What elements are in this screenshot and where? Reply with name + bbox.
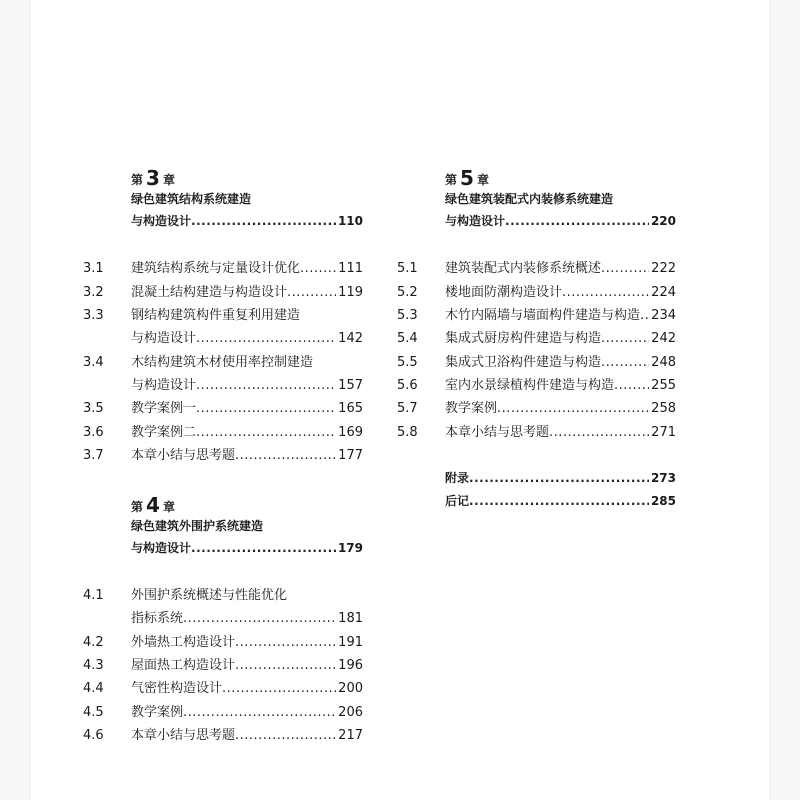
section-number: 5.5 [397, 355, 418, 370]
section-number: 3.7 [83, 448, 104, 463]
leader-dots [183, 607, 336, 630]
entry-title: 室内水景绿植构件建造与构造 [445, 378, 615, 393]
leader-dots [300, 257, 336, 280]
entry-title: 外墙热工构造设计 [131, 635, 236, 650]
chapter-5-heading [445, 166, 613, 211]
section-number: 5.4 [397, 331, 418, 346]
entry-title: 教学案例二 [131, 425, 197, 440]
entry-title: 教学案例 [131, 705, 184, 720]
chapter-title-line2: 与构造设计 [445, 214, 506, 228]
chapter-prefix: 第 [131, 500, 144, 514]
page-number: 220 [650, 214, 676, 228]
leader-dots [196, 374, 336, 397]
leader-dots [601, 327, 649, 350]
section-number: 3.3 [83, 308, 104, 323]
leader-dots [191, 537, 336, 560]
page-number: 157 [338, 378, 363, 393]
section-number: 3.4 [83, 355, 104, 370]
leader-dots [497, 397, 649, 420]
chapter-number: 3 [146, 166, 160, 190]
chapter-4-heading [131, 493, 263, 538]
page-number: 242 [651, 331, 676, 346]
page-number: 258 [651, 401, 676, 416]
page-number: 111 [338, 261, 363, 276]
entry-title: 教学案例一 [131, 401, 197, 416]
leader-dots [505, 210, 649, 233]
entry-title: 木结构建筑木材使用率控制建造 [131, 355, 314, 370]
leader-dots [549, 421, 649, 444]
toc-afterword[interactable] [445, 490, 676, 513]
page-number: 177 [338, 448, 363, 463]
section-number: 5.8 [397, 425, 418, 440]
chapter-number: 5 [460, 166, 474, 190]
entry-title: 本章小结与思考题 [445, 425, 550, 440]
page-number: 255 [651, 378, 676, 393]
page-number: 224 [651, 285, 676, 300]
section-number: 4.6 [83, 728, 104, 743]
leader-dots [235, 724, 336, 747]
section-number: 4.4 [83, 681, 104, 696]
page-number: 271 [651, 425, 676, 440]
chapter-title-line2: 与构造设计 [131, 541, 192, 555]
section-number: 3.6 [83, 425, 104, 440]
page-number: 169 [338, 425, 363, 440]
leader-dots [191, 210, 336, 233]
entry-title: 楼地面防潮构造设计 [445, 285, 563, 300]
page-number: 181 [338, 611, 363, 626]
page-number: 200 [338, 681, 363, 696]
chapter-4-title-row[interactable] [131, 537, 363, 560]
page-number: 119 [338, 285, 363, 300]
page-number: 234 [651, 308, 676, 323]
chapter-prefix: 第 [131, 173, 144, 187]
chapter-suffix: 章 [162, 173, 175, 187]
entry-title: 后记 [445, 494, 470, 508]
leader-dots [235, 631, 336, 654]
page-number: 165 [338, 401, 363, 416]
chapter-suffix: 章 [476, 173, 489, 187]
page-number: 142 [338, 331, 363, 346]
entry-title: 本章小结与思考题 [131, 448, 236, 463]
entry-title: 建筑装配式内装修系统概述 [445, 261, 602, 276]
entry-title: 与构造设计 [131, 378, 197, 393]
page-number: 206 [338, 705, 363, 720]
page-number: 179 [337, 541, 363, 555]
leader-dots [222, 677, 336, 700]
toc-appendix[interactable] [445, 467, 676, 490]
entry-title: 附录 [445, 471, 470, 485]
leader-dots [196, 421, 336, 444]
page-number: 273 [650, 471, 676, 485]
section-number: 5.1 [397, 261, 418, 276]
entry-title: 外围护系统概述与性能优化 [131, 588, 288, 603]
entry-title: 与构造设计 [131, 331, 197, 346]
section-number: 4.1 [83, 588, 104, 603]
page-number: 110 [337, 214, 363, 228]
entry-title: 指标系统 [131, 611, 184, 626]
chapter-title-line1: 绿色建筑外围护系统建造 [131, 519, 264, 533]
leader-dots [235, 654, 336, 677]
section-number: 3.2 [83, 285, 104, 300]
entry-title: 建筑结构系统与定量设计优化 [131, 261, 301, 276]
chapter-3-title-row[interactable] [131, 210, 363, 233]
leader-dots [235, 444, 336, 467]
leader-dots [469, 490, 649, 513]
chapter-title-line1: 绿色建筑结构系统建造 [131, 192, 252, 206]
page-number: 191 [338, 635, 363, 650]
entry-title: 混凝土结构建造与构造设计 [131, 285, 288, 300]
page-number: 248 [651, 355, 676, 370]
chapter-title-line1: 绿色建筑装配式内装修系统建造 [445, 192, 614, 206]
leader-dots [196, 397, 336, 420]
entry-title: 集成式卫浴构件建造与构造 [445, 355, 602, 370]
section-number: 5.6 [397, 378, 418, 393]
leader-dots [196, 327, 336, 350]
chapter-number: 4 [146, 493, 160, 517]
leader-dots [287, 281, 336, 304]
leader-dots [601, 351, 649, 374]
leader-dots [601, 257, 649, 280]
leader-dots [469, 467, 649, 490]
section-number: 3.1 [83, 261, 104, 276]
section-number: 4.3 [83, 658, 104, 673]
page-number: 222 [651, 261, 676, 276]
leader-dots [562, 281, 649, 304]
entry-title: 气密性构造设计 [131, 681, 223, 696]
chapter-prefix: 第 [445, 173, 458, 187]
section-number: 5.3 [397, 308, 418, 323]
section-number: 5.7 [397, 401, 418, 416]
entry-title: 木竹内隔墙与墙面构件建造与构造 [445, 308, 641, 323]
entry-title: 集成式厨房构件建造与构造 [445, 331, 602, 346]
leader-dots [614, 374, 649, 397]
leader-dots [640, 304, 649, 327]
leader-dots [183, 701, 336, 724]
section-number: 4.2 [83, 635, 104, 650]
page-number: 217 [338, 728, 363, 743]
section-number: 3.5 [83, 401, 104, 416]
section-number: 4.5 [83, 705, 104, 720]
page-number: 285 [650, 494, 676, 508]
section-number: 5.2 [397, 285, 418, 300]
page-number: 196 [338, 658, 363, 673]
entry-title: 屋面热工构造设计 [131, 658, 236, 673]
chapter-suffix: 章 [162, 500, 175, 514]
chapter-3-heading [131, 166, 251, 211]
chapter-title-line2: 与构造设计 [131, 214, 192, 228]
entry-title: 钢结构建筑构件重复利用建造 [131, 308, 301, 323]
entry-title: 教学案例 [445, 401, 498, 416]
entry-title: 本章小结与思考题 [131, 728, 236, 743]
chapter-5-title-row[interactable] [445, 210, 676, 233]
